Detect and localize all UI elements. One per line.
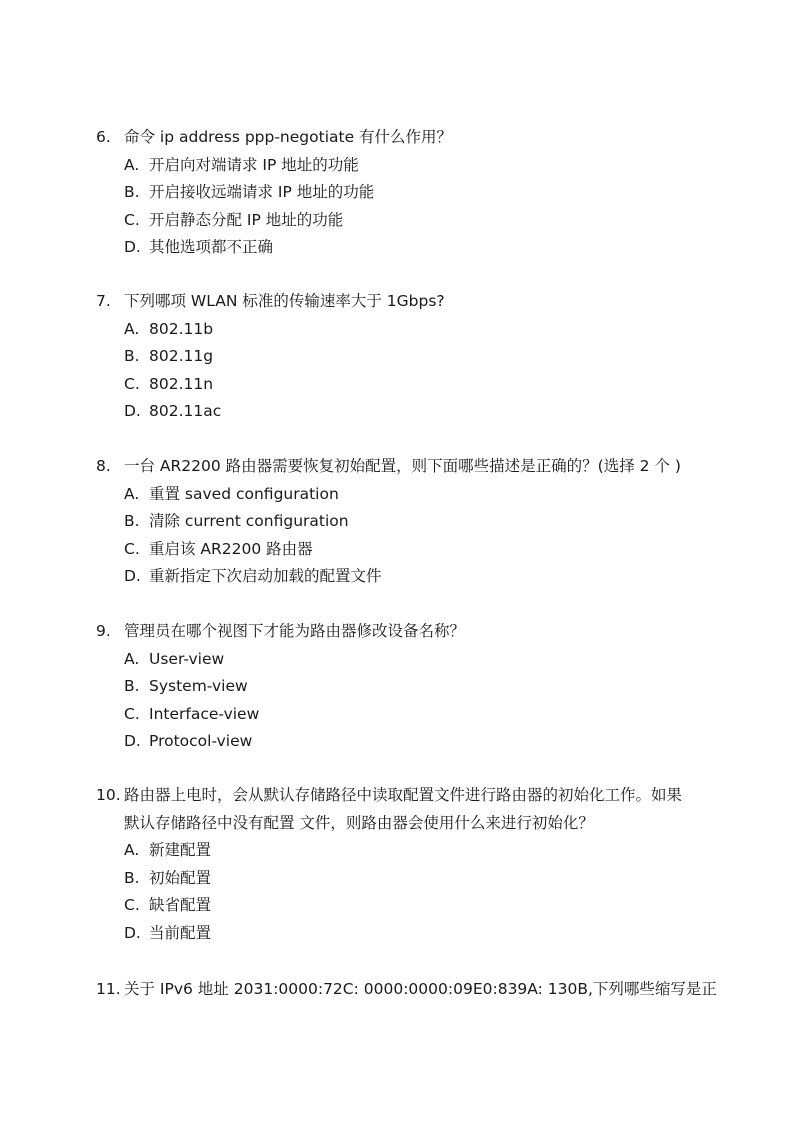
- question-stem: [96, 288, 706, 316]
- option-letter: A.: [124, 484, 140, 503]
- question-number: 11.: [96, 980, 121, 998]
- question-number: 7.: [96, 292, 111, 310]
- option-letter: D.: [124, 238, 141, 256]
- option-b: [96, 508, 706, 536]
- option-b: [96, 179, 706, 207]
- option-text: 802.11n: [149, 374, 214, 393]
- question-6: [96, 124, 706, 262]
- question-stem: [96, 976, 717, 1004]
- option-a: [96, 481, 706, 509]
- option-letter: B.: [124, 868, 140, 887]
- option-letter: B.: [124, 347, 140, 365]
- question-text: 管理员在哪个视图下才能为路由器修改设备名称？: [124, 622, 466, 640]
- option-letter: B.: [124, 677, 140, 695]
- option-letter: A.: [124, 319, 140, 338]
- option-text: 开启向对端请求 IP 地址的功能: [149, 155, 359, 174]
- option-letter: C.: [124, 896, 140, 914]
- question-text: 路由器上电时，会从默认存储路径中读取配置文件进行路由器的初始化工作。如果: [124, 786, 683, 804]
- option-c: [96, 536, 706, 564]
- option-text: System-view: [149, 677, 248, 695]
- question-8: [96, 453, 706, 591]
- question-stem: [96, 782, 706, 810]
- option-c: [96, 701, 706, 729]
- option-text: Protocol-view: [149, 732, 253, 750]
- option-letter: D.: [124, 923, 141, 942]
- question-number: 8.: [96, 457, 111, 475]
- question-11: [96, 976, 717, 1004]
- option-text: 802.11g: [149, 347, 214, 365]
- option-text: 新建配置: [149, 841, 212, 859]
- option-text: 开启静态分配 IP 地址的功能: [149, 210, 344, 229]
- option-text: 初始配置: [149, 868, 212, 887]
- option-letter: D.: [124, 567, 141, 585]
- question-number: 10.: [96, 786, 121, 804]
- question-number: 6.: [96, 128, 111, 146]
- question-number: 9.: [96, 622, 111, 640]
- option-letter: C.: [124, 704, 140, 723]
- option-d: [96, 920, 706, 948]
- question-7: [96, 288, 706, 426]
- option-text: 重置 saved configuration: [149, 484, 339, 503]
- question-10: [96, 782, 706, 947]
- option-letter: A.: [124, 155, 140, 174]
- option-text: Interface-view: [149, 704, 260, 723]
- option-text: 重新指定下次启动加载的配置文件: [149, 567, 382, 585]
- option-letter: A.: [124, 841, 140, 859]
- option-letter: C.: [124, 374, 140, 393]
- option-text: 当前配置: [149, 923, 212, 942]
- question-text: 一台 AR2200 路由器需要恢复初始配置，则下面哪些描述是正确的？(选择 2 个 ): [124, 457, 681, 475]
- question-text: 下列哪项 WLAN 标准的传输速率大于 1Gbps?: [124, 292, 445, 310]
- option-a: [96, 646, 706, 674]
- option-text: 开启接收远端请求 IP 地址的功能: [149, 183, 375, 201]
- option-a: [96, 316, 706, 344]
- option-d: [96, 398, 706, 426]
- option-b: [96, 343, 706, 371]
- option-text: User-view: [149, 649, 225, 668]
- option-letter: B.: [124, 183, 140, 201]
- question-stem: [96, 453, 706, 481]
- option-letter: C.: [124, 210, 140, 229]
- option-text: 清除 current configuration: [149, 512, 349, 530]
- question-text: 命令 ip address ppp-negotiate 有什么作用？: [124, 128, 453, 146]
- option-letter: C.: [124, 539, 140, 558]
- question-9: [96, 618, 706, 756]
- option-text: 802.11ac: [149, 402, 222, 420]
- option-letter: D.: [124, 402, 141, 420]
- option-d: [96, 234, 706, 262]
- option-b: [96, 865, 706, 893]
- option-c: [96, 371, 706, 399]
- option-d: [96, 563, 706, 591]
- question-stem: [96, 618, 706, 646]
- question-text: 关于 IPv6 地址 2031:0000:72C: 0000:0000:09E0:839A: 130B,下列哪些缩写是正: [124, 980, 717, 998]
- option-text: 其他选项都不正确: [149, 238, 274, 256]
- option-c: [96, 892, 706, 920]
- option-d: [96, 728, 706, 756]
- option-text: 缺省配置: [149, 896, 212, 914]
- option-letter: D.: [124, 732, 141, 750]
- option-a: [96, 837, 706, 865]
- question-text-continued: 默认存储路径中没有配置 文件，则路由器会使用什么来进行初始化？: [124, 813, 594, 832]
- option-letter: B.: [124, 512, 140, 530]
- option-c: [96, 207, 706, 235]
- option-b: [96, 673, 706, 701]
- option-text: 重启该 AR2200 路由器: [149, 539, 313, 558]
- question-stem: [96, 124, 706, 152]
- option-text: 802.11b: [149, 319, 214, 338]
- option-a: [96, 152, 706, 180]
- option-letter: A.: [124, 649, 140, 668]
